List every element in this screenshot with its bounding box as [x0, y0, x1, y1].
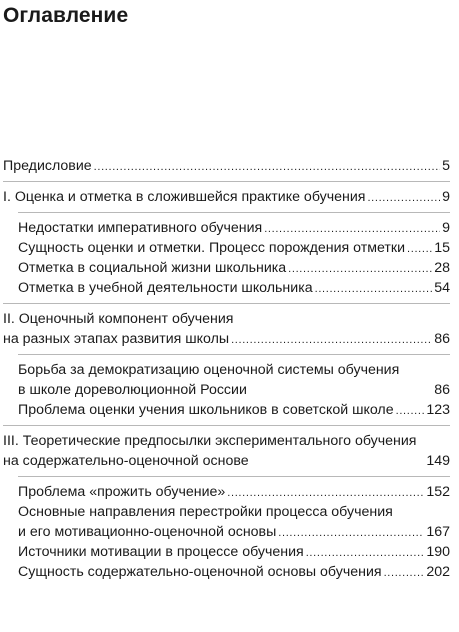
toc-leader-dots: [367, 187, 440, 208]
toc-entry-section-line1[interactable]: [0, 502, 459, 522]
toc-entry-text: Отметка в учебной деятельности школьника: [18, 280, 313, 296]
toc-entry-text: Предисловие: [3, 158, 92, 174]
toc-entry-chapter-2[interactable]: [0, 329, 459, 349]
toc-entry-text: на содержательно-оценочной основе: [3, 453, 249, 469]
toc-entry-section[interactable]: [0, 562, 459, 582]
toc-entry-section[interactable]: [0, 380, 459, 400]
toc-entry-text: Проблема оценки учения школьников в советской школе: [18, 402, 394, 418]
toc-leader-dots: [407, 238, 432, 259]
section-divider: [3, 303, 450, 304]
toc-page-number: 123: [426, 402, 450, 418]
toc-leader-dots: [396, 400, 425, 421]
toc-entry-chapter-3-line1[interactable]: [0, 431, 459, 451]
section-divider: [18, 476, 450, 477]
toc-leader-dots: [231, 329, 432, 350]
toc-leader-dots: [264, 218, 440, 239]
toc-entry-text: в школе дореволюционной России: [18, 382, 247, 398]
section-divider: [18, 354, 450, 355]
toc-page-number: 167: [426, 524, 450, 540]
toc-page-number: 149: [426, 453, 450, 469]
toc-entry-chapter-3[interactable]: [0, 451, 459, 471]
toc-page-number: 9: [442, 189, 450, 205]
toc-entry-text: Сущность содержательно-оценочной основы обучения: [18, 564, 382, 580]
toc-entry-section[interactable]: [0, 218, 459, 238]
toc-leader-dots: [315, 278, 433, 299]
toc-leader-dots: [94, 156, 440, 177]
toc-entry-section[interactable]: [0, 542, 459, 562]
toc-entry-chapter-1[interactable]: [0, 187, 459, 207]
section-divider: [18, 212, 450, 213]
toc-entry-section-line1[interactable]: [0, 360, 459, 380]
toc-entry-text: III. Теоретические предпосылки экспериментального обучения: [3, 433, 417, 449]
table-of-contents: [0, 156, 459, 582]
toc-entry-text: Источники мотивации в процессе обучения: [18, 544, 304, 560]
toc-leader-dots: [384, 562, 425, 583]
toc-page-number: 5: [442, 158, 450, 174]
toc-leader-dots: [288, 258, 432, 279]
toc-entry-text: Борьба за демократизацию оценочной системы обучения: [18, 362, 400, 378]
toc-leader-dots: [306, 542, 425, 563]
toc-entry-chapter-2-line1[interactable]: [0, 309, 459, 329]
toc-entry-section[interactable]: [0, 278, 459, 298]
toc-entry-text: II. Оценочный компонент обучения: [3, 311, 234, 327]
section-divider: [3, 425, 450, 426]
toc-entry-preface[interactable]: [0, 156, 459, 176]
toc-page-number: 28: [434, 260, 450, 276]
toc-entry-text: Сущность оценки и отметки. Процесс порождения отметки: [18, 240, 406, 256]
toc-entry-section[interactable]: [0, 400, 459, 420]
toc-entry-text: Проблема «прожить обучение»: [18, 484, 226, 500]
section-divider: [3, 181, 450, 182]
toc-leader-dots: [278, 522, 424, 543]
toc-entry-section[interactable]: [0, 238, 459, 258]
toc-page-number: 190: [426, 544, 450, 560]
toc-entry-text: I. Оценка и отметка в сложившейся практике обучения: [3, 189, 366, 205]
toc-entry-text: и его мотивационно-оценочной основы: [18, 524, 277, 540]
toc-entry-text: Отметка в социальной жизни школьника: [18, 260, 287, 276]
toc-entry-section[interactable]: [0, 482, 459, 502]
toc-page-number: 9: [442, 220, 450, 236]
toc-page-number: 15: [434, 240, 450, 256]
toc-page-number: 86: [434, 382, 450, 398]
toc-page-number: 54: [434, 280, 450, 296]
toc-entry-text: Основные направления перестройки процесса обучения: [18, 504, 393, 520]
toc-entry-text: Недостатки императивного обучения: [18, 220, 263, 236]
toc-page-number: 152: [426, 484, 450, 500]
toc-entry-section[interactable]: [0, 258, 459, 278]
toc-page-number: 86: [434, 331, 450, 347]
toc-page-number: 202: [426, 564, 450, 580]
toc-entry-text: на разных этапах развития школы: [3, 331, 230, 347]
toc-leader-dots: [227, 482, 424, 503]
toc-entry-section[interactable]: [0, 522, 459, 542]
page-title: Оглавление: [3, 4, 129, 27]
